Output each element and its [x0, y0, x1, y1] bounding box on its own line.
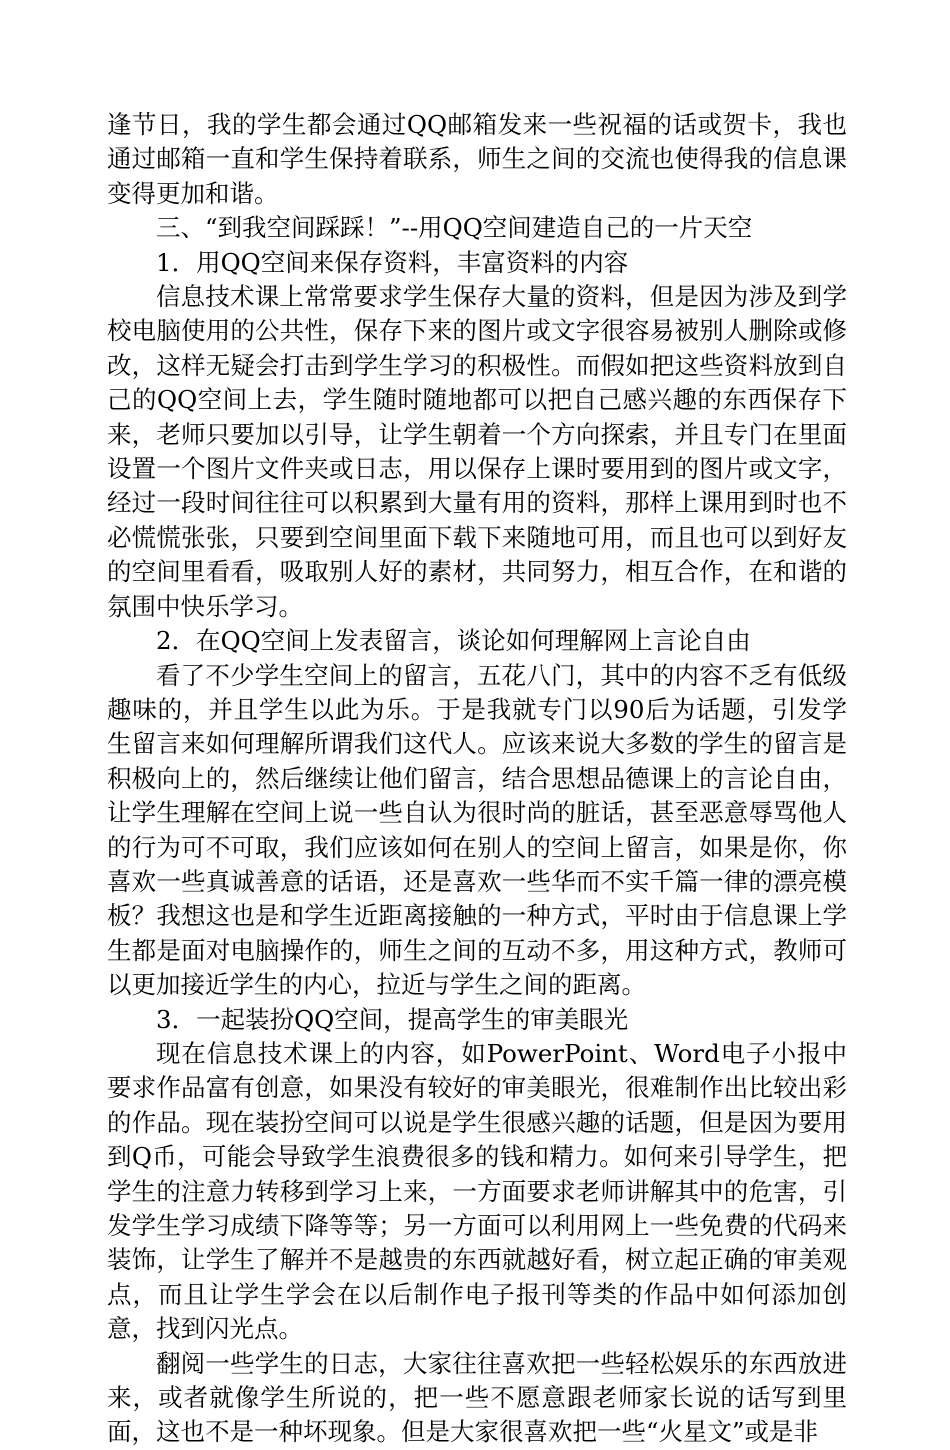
paragraph-holiday-greetings: 逢节日，我的学生都会通过QQ邮箱发来一些祝福的话或贺卡，我也通过邮箱一直和学生保持着联系，师生之间的交流也使得我的信息课变得更加和谐。	[107, 110, 847, 208]
subheading-post-messages: 2．在QQ空间上发表留言，谈论如何理解网上言论自由	[156, 626, 751, 656]
document-page	[107, 108, 847, 1450]
section-heading-qq-space: 三、“到我空间踩踩！”--用QQ空间建造自己的一片天空	[156, 213, 753, 243]
paragraph-decorate-space: 现在信息技术课上的内容，如PowerPoint、Word电子小报中要求作品富有创意，如果没有较好的审美眼光，很难制作出比较出彩的作品。现在装扮空间可以说是学生很感兴趣的话题，但是因为要用到Q币，可能会导致学生浪费很多的钱和精力。如何来引导学生，把学生的注意力转移到学习上来，一方面要求老师讲解其中的危害，引发学生学习成绩下降等等；另一方面可以利用网上一些免费的代码来装饰，让学生了解并不是越贵的东西就越好看，树立起正确的审美观点，而且让学生学会在以后制作电子报刊等类的作品中如何添加创意，找到闪光点。	[107, 1038, 847, 1344]
subheading-save-materials: 1．用QQ空间来保存资料，丰富资料的内容	[156, 247, 629, 277]
paragraph-student-diaries: 翻阅一些学生的日志，大家往往喜欢把一些轻松娱乐的东西放进来，或者就像学生所说的，把一些不愿意跟老师家长说的话写到里面，这也不是一种坏现象。但是大家很喜欢把一些“火星文”或是非	[107, 1348, 847, 1447]
subheading-decorate-space: 3．一起装扮QQ空间，提高学生的审美眼光	[156, 1004, 629, 1034]
paragraph-post-messages: 看了不少学生空间上的留言，五花八门，其中的内容不乏有低级趣味的，并且学生以此为乐。于是我就专门以90后为话题，引发学生留言来如何理解所谓我们这代人。应该来说大多数的学生的留言是积极向上的，然后继续让他们留言，结合思想品德课上的言论自由，让学生理解在空间上说一些自认为很时尚的脏话，甚至恶意辱骂他人的行为可不可取，我们应该如何在别人的空间上留言，如果是你，你喜欢一些真诚善意的话语，还是喜欢一些华而不实千篇一律的漂亮模板？我想这也是和学生近距离接触的一种方式，平时由于信息课上学生都是面对电脑操作的，师生之间的互动不多，用这种方式，教师可以更加接近学生的内心，拉近与学生之间的距离。	[107, 660, 847, 1000]
paragraph-save-materials: 信息技术课上常常要求学生保存大量的资料，但是因为涉及到学校电脑使用的公共性，保存下来的图片或文字很容易被别人删除或修改，这样无疑会打击到学生学习的积极性。而假如把这些资料放到自己的QQ空间上去，学生随时随地都可以把自己感兴趣的东西保存下来，老师只要加以引导，让学生朝着一个方向探索，并且专门在里面设置一个图片文件夹或日志，用以保存上课时要用到的图片或文字，经过一段时间往往可以积累到大量有用的资料，那样上课用到时也不必慌慌张张，只要到空间里面下载下来随地可用，而且也可以到好友的空间里看看，吸取别人好的素材，共同努力，相互合作，在和谐的氛围中快乐学习。	[107, 282, 847, 621]
